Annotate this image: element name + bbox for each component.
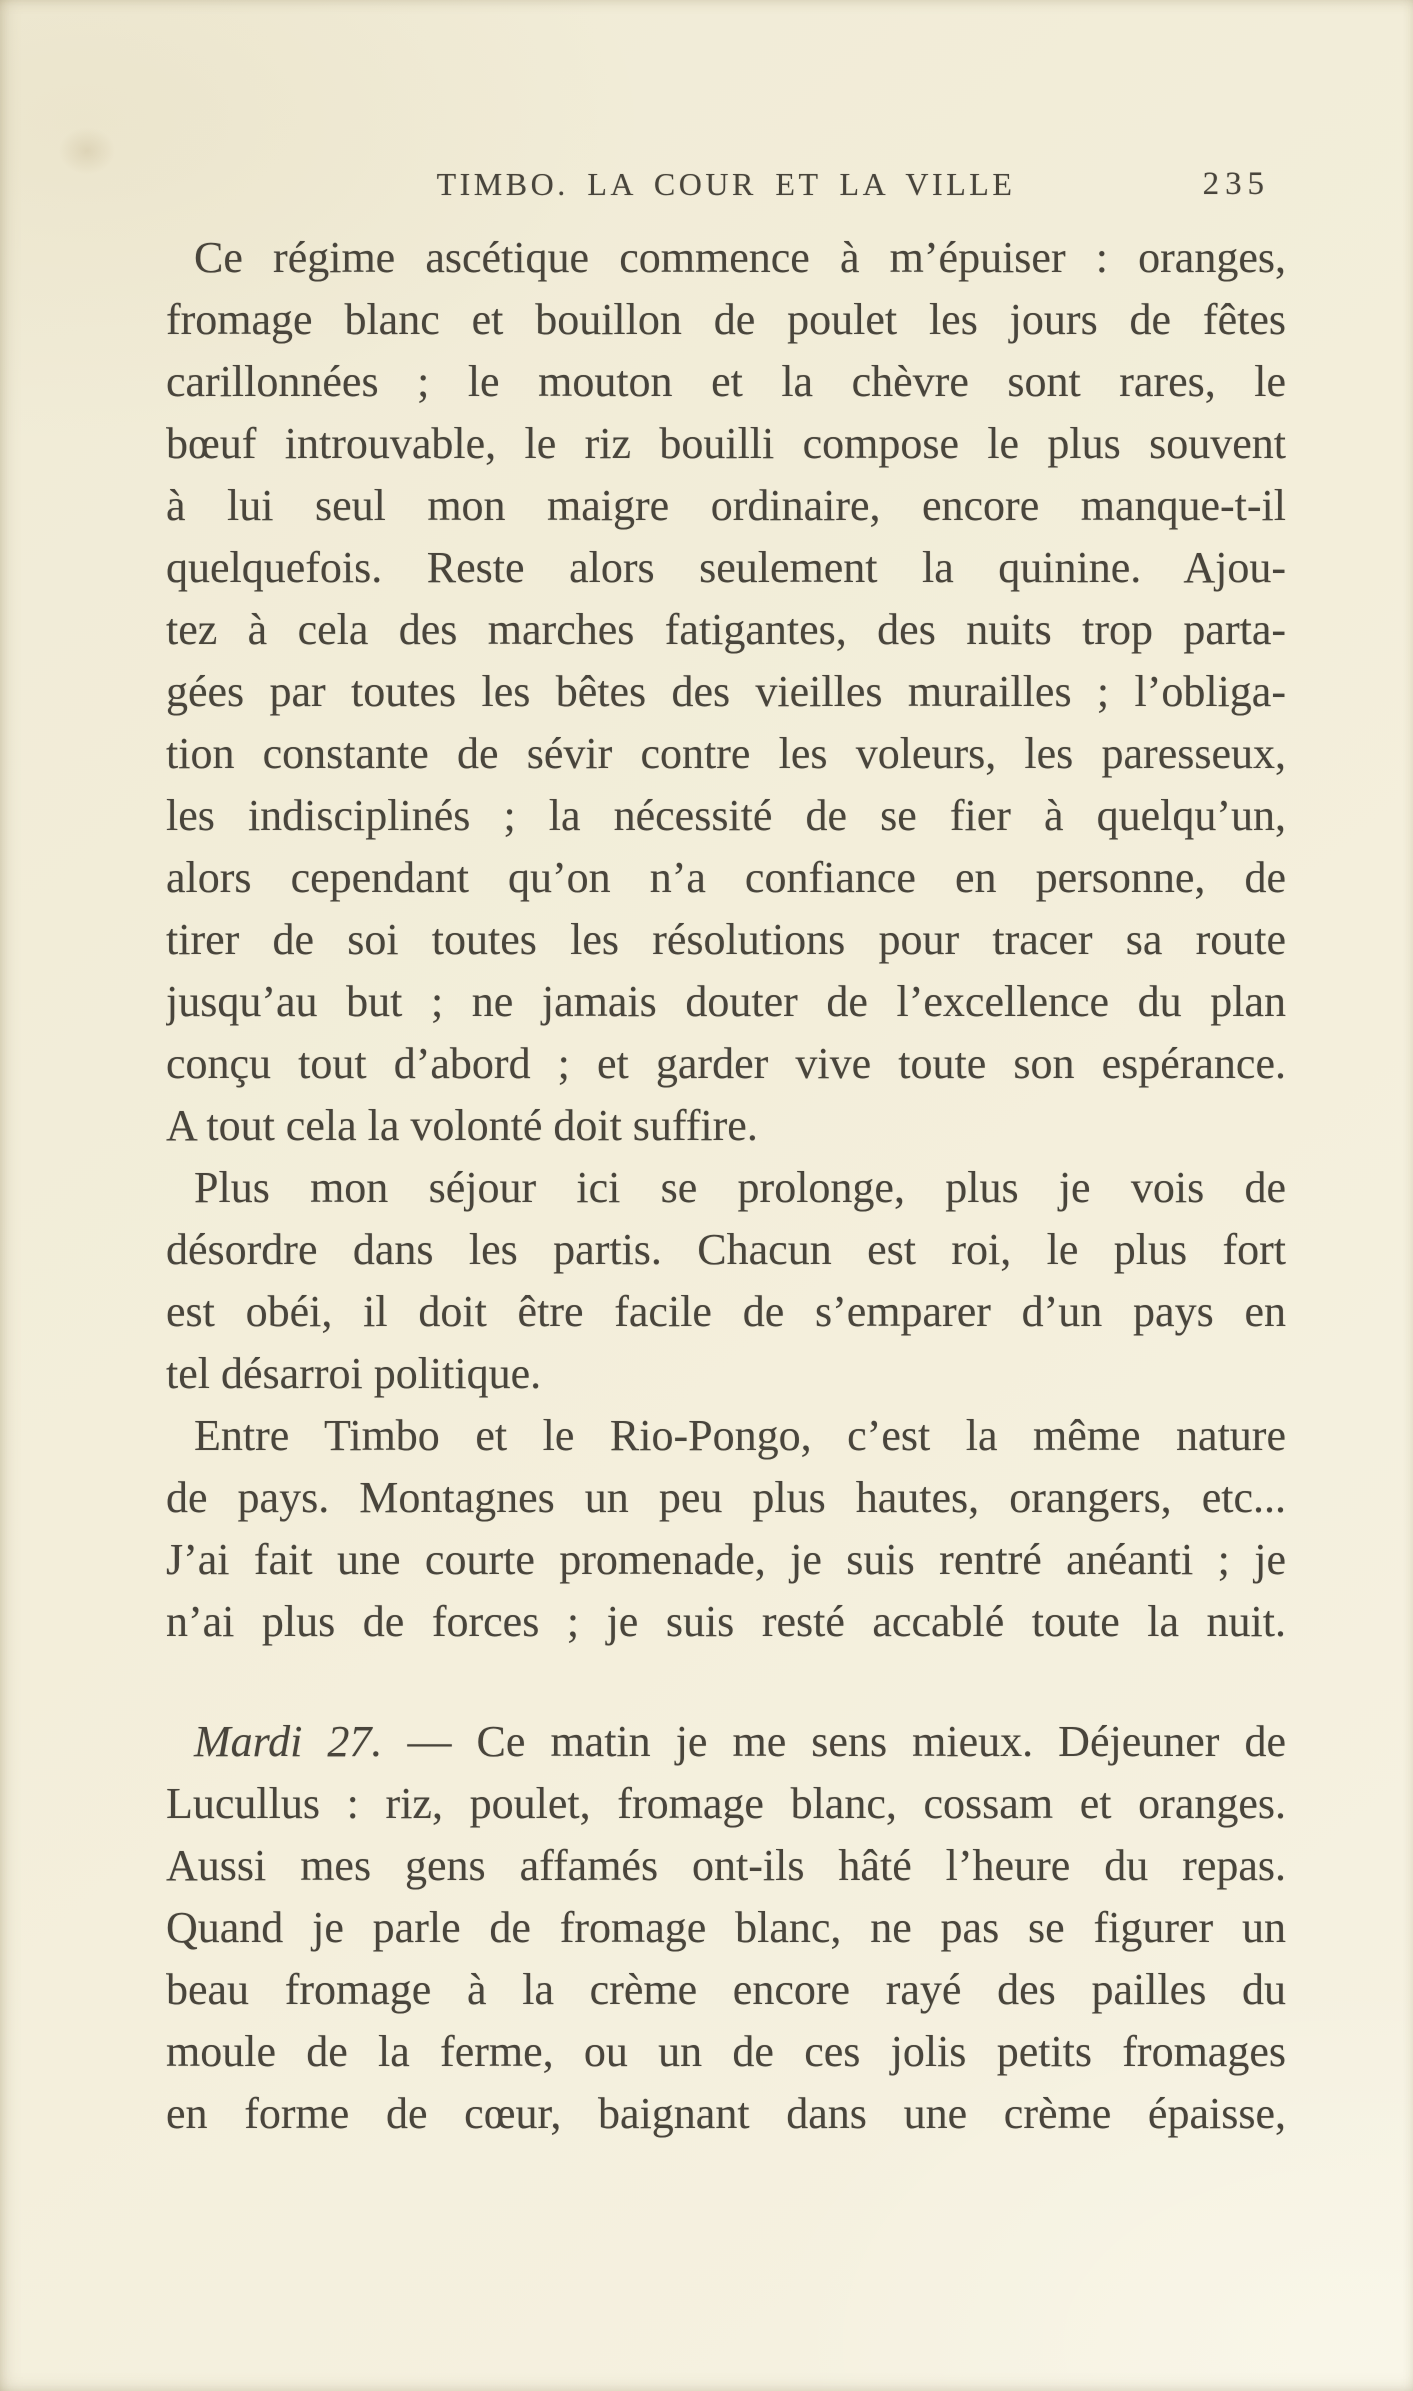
text-line: alors cependant qu’on n’a confiance en personne, de	[166, 853, 1286, 902]
text-line: conçu tout d’abord ; et garder vive toute son espérance.	[166, 1039, 1286, 1088]
text-line: carillonnées ; le mouton et la chèvre sont rares, le	[166, 357, 1286, 406]
paragraph	[166, 227, 1286, 1157]
text-line: A tout cela la volonté doit suffire.	[166, 1101, 758, 1150]
text-line: désordre dans les partis. Chacun est roi, le plus fort	[166, 1225, 1286, 1274]
text-line: de pays. Montagnes un peu plus hautes, orangers, etc...	[166, 1473, 1286, 1522]
text-line: à lui seul mon maigre ordinaire, encore manque-t-il	[166, 481, 1286, 530]
text-line: en forme de cœur, baignant dans une crème épaisse,	[166, 2089, 1286, 2138]
running-header	[166, 163, 1286, 205]
text-line: Ce régime ascétique commence à m’épuiser : oranges,	[194, 233, 1286, 282]
text-line: jusqu’au but ; ne jamais douter de l’excellence du plan	[166, 977, 1286, 1026]
text-line: tion constante de sévir contre les voleurs, les paresseux,	[166, 729, 1286, 778]
text-line: les indisciplinés ; la nécessité de se fier à quelqu’un,	[166, 791, 1286, 840]
text-line: est obéi, il doit être facile de s’emparer d’un pays en	[166, 1287, 1286, 1336]
date-lead: Mardi 27.	[194, 1717, 383, 1766]
paragraph	[166, 1711, 1286, 2145]
text-line: tirer de soi toutes les résolutions pour tracer sa route	[166, 915, 1286, 964]
text-line: Entre Timbo et le Rio-Pongo, c’est la même nature	[194, 1411, 1286, 1460]
paper-smudge	[48, 118, 126, 184]
text-line: beau fromage à la crème encore rayé des pailles du	[166, 1965, 1286, 2014]
text-line: tel désarroi politique.	[166, 1349, 542, 1398]
paragraph	[166, 1157, 1286, 1405]
text-line: Mardi 27. — Ce matin je me sens mieux. Déjeuner de	[194, 1717, 1286, 1766]
text-line: tez à cela des marches fatigantes, des nuits trop parta-	[166, 605, 1286, 654]
text-line: Lucullus : riz, poulet, fromage blanc, cossam et oranges.	[166, 1779, 1286, 1828]
text-line: J’ai fait une courte promenade, je suis rentré anéanti ; je	[166, 1535, 1286, 1584]
text-line: Quand je parle de fromage blanc, ne pas se figurer un	[166, 1903, 1286, 1952]
text-line: Aussi mes gens affamés ont-ils hâté l’heure du repas.	[166, 1841, 1286, 1890]
text-line: bœuf introuvable, le riz bouilli compose le plus souvent	[166, 419, 1286, 468]
page-body	[166, 227, 1286, 2145]
page-number: 235	[1202, 166, 1270, 202]
paragraph	[166, 1405, 1286, 1653]
text-line: n’ai plus de forces ; je suis resté accablé toute la nuit.	[166, 1597, 1286, 1646]
text-line: gées par toutes les bêtes des vieilles murailles ; l’obliga-	[166, 667, 1286, 716]
text-line: quelquefois. Reste alors seulement la quinine. Ajou-	[166, 543, 1286, 592]
text-line: Plus mon séjour ici se prolonge, plus je vois de	[194, 1163, 1286, 1212]
header-title: TIMBO. LA COUR ET LA VILLE	[436, 166, 1016, 202]
text-line: moule de la ferme, ou un de ces jolis petits fromages	[166, 2027, 1286, 2076]
text-line: fromage blanc et bouillon de poulet les jours de fêtes	[166, 295, 1286, 344]
